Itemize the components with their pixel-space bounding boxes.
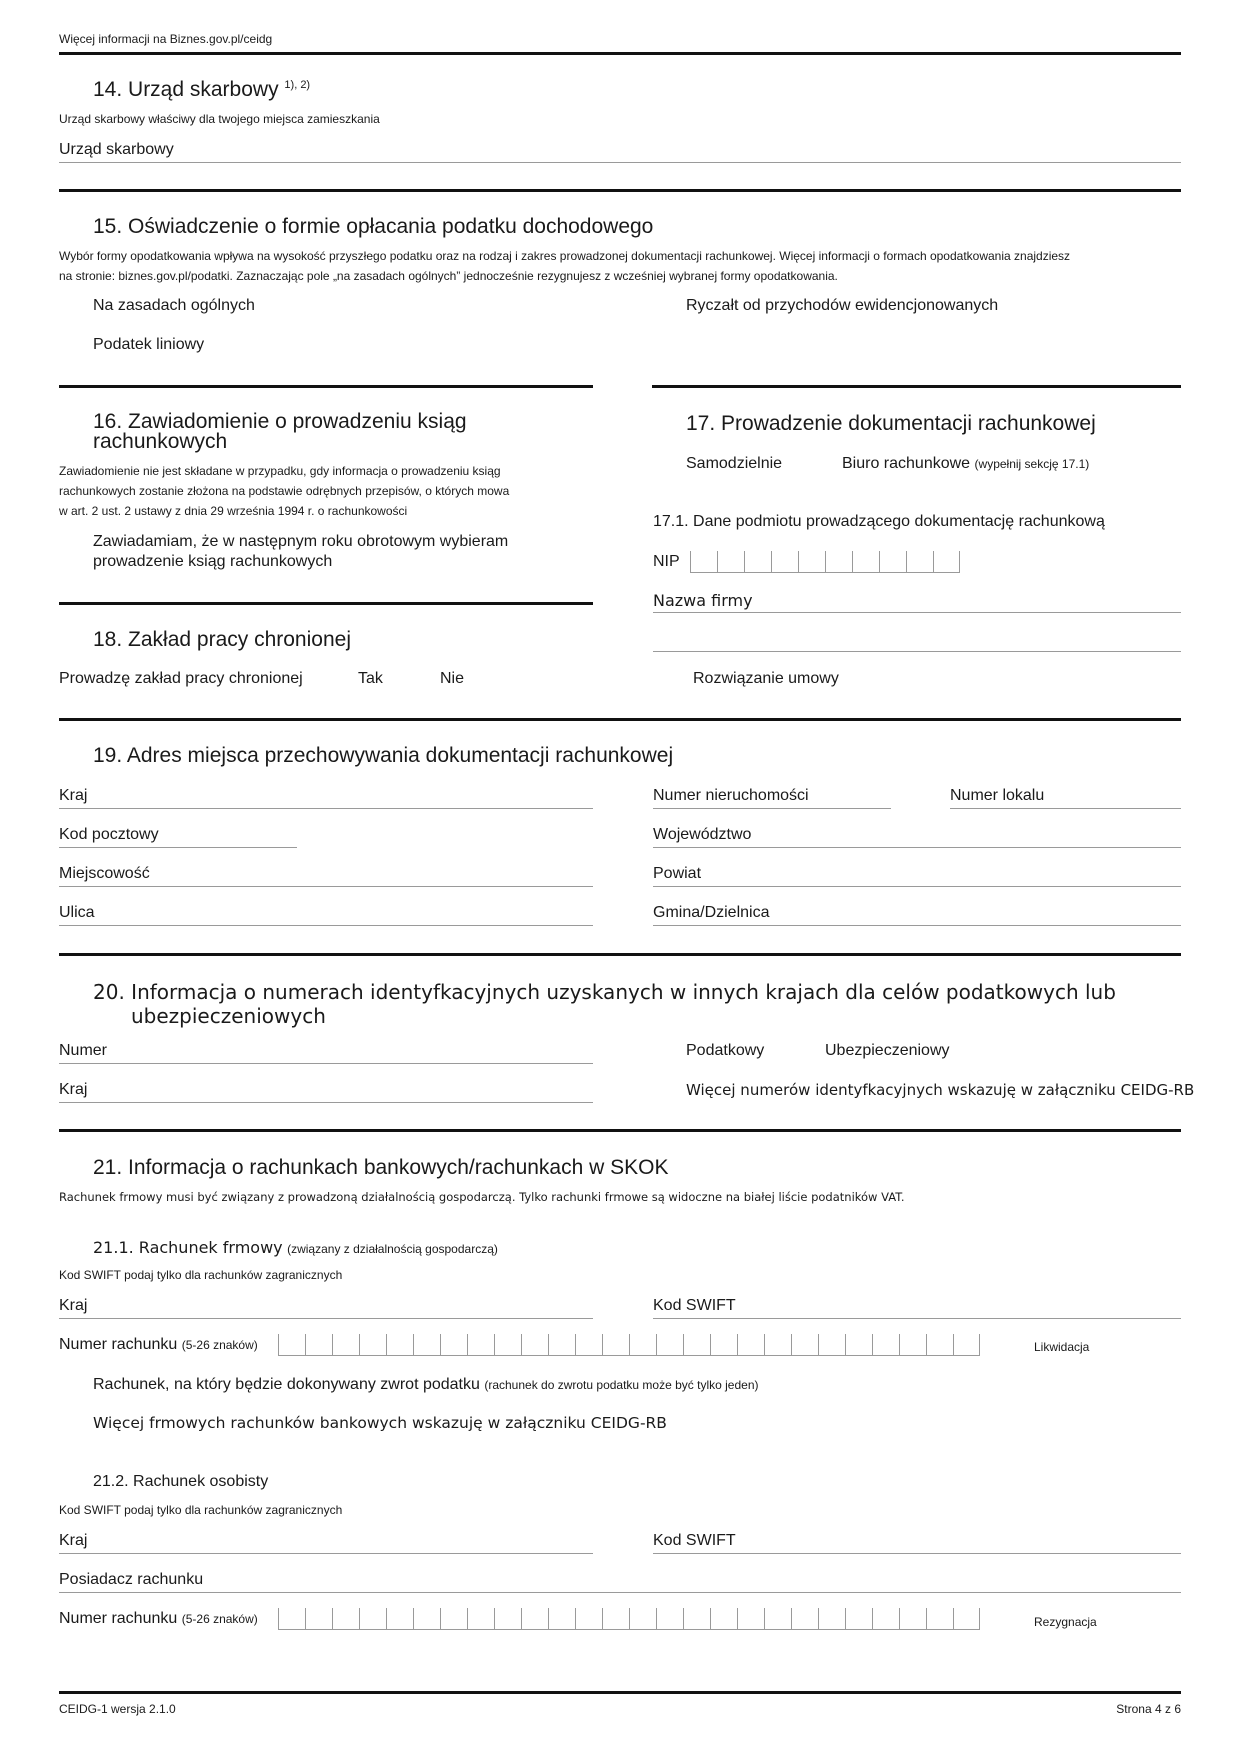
account-digit-cell[interactable] (602, 1334, 629, 1356)
section-21-1-note: (związany z działalnością gospodarczą) (287, 1242, 498, 1256)
sheltered-workshop-no[interactable]: Nie (440, 670, 465, 687)
account-digit-cell[interactable] (467, 1608, 494, 1630)
section-14-footnote-ref: 1), 2) (284, 79, 311, 91)
account-digit-cell[interactable] (440, 1608, 467, 1630)
account-digit-cell[interactable] (359, 1334, 386, 1356)
account-digit-cell[interactable] (494, 1608, 521, 1630)
nip-digit-cell[interactable] (933, 551, 960, 573)
tax-office-field[interactable] (59, 162, 1181, 163)
section-21-title: 21. Informacja o rachunkach bankowych/rachunkach w SKOK (93, 1156, 669, 1179)
more-id-numbers-option[interactable]: Więcej numerów identyfkacyjnych wskazuję w załączniku CEIDG-RB (686, 1081, 1195, 1099)
more-business-accounts-option[interactable]: Więcej frmowych rachunków bankowych wskazuję w załączniku CEIDG-RB (93, 1414, 667, 1432)
storage-unit-field[interactable] (950, 808, 1181, 809)
storage-property-field[interactable] (653, 808, 891, 809)
account-digit-cell[interactable] (548, 1334, 575, 1356)
section-21-description: Rachunek frmowy musi być związany z prowadzoną działalnością gospodarczą. Tylko rachunki frmowe są widoczne na białej liście podatników VAT. (59, 1190, 905, 1204)
account-digit-cell[interactable] (629, 1608, 656, 1630)
foreign-id-country-label: Kraj (59, 1081, 88, 1098)
bookkeeping-self-option[interactable]: Samodzielnie (686, 455, 783, 472)
account-digit-cell[interactable] (899, 1608, 926, 1630)
account-digit-cell[interactable] (467, 1334, 494, 1356)
section-14-description: Urząd skarbowy właściwy dla twojego miejsca zamieszkania (59, 112, 380, 126)
nip-digit-cell[interactable] (717, 551, 744, 573)
storage-commune-label: Gmina/Dzielnica (653, 904, 770, 921)
section-17-title: 17. Prowadzenie dokumentacji rachunkowej (686, 412, 1096, 435)
section-15-divider-right (652, 385, 1181, 388)
account-digit-cell[interactable] (521, 1334, 548, 1356)
section-18-title: 18. Zakład pracy chronionej (93, 628, 351, 651)
account-digit-cell[interactable] (629, 1334, 656, 1356)
account-digit-cell[interactable] (845, 1334, 872, 1356)
foreign-id-country-field[interactable] (59, 1102, 593, 1103)
account-digit-cell[interactable] (575, 1608, 602, 1630)
storage-county-field[interactable] (653, 886, 1181, 887)
swift-note-1: Kod SWIFT podaj tylko dla rachunków zagranicznych (59, 1268, 343, 1282)
section-16-description-3: w art. 2 ust. 2 ustawy z dnia 29 września 1994 r. o rachunkowości (59, 504, 408, 518)
section-19-title: 19. Adres miejsca przechowywania dokumentacji rachunkowej (93, 744, 674, 767)
foreign-id-number-field[interactable] (59, 1063, 593, 1064)
company-name-field-1[interactable] (653, 612, 1181, 613)
account-digit-cell[interactable] (386, 1608, 413, 1630)
nip-digit-cell[interactable] (690, 551, 717, 573)
account-digit-cell[interactable] (656, 1608, 683, 1630)
footer-divider (59, 1691, 1181, 1694)
account-digit-cell[interactable] (305, 1608, 332, 1630)
tax-office-label: Urząd skarbowy (59, 141, 174, 158)
account-digit-cell[interactable] (413, 1608, 440, 1630)
section-16-divider (59, 602, 593, 605)
bookkeeping-office-label: Biuro rachunkowe (842, 455, 971, 472)
storage-country-field[interactable] (59, 808, 593, 809)
account-digit-cell[interactable] (305, 1334, 332, 1356)
account-digit-cell[interactable] (710, 1608, 737, 1630)
section-15-description-1: Wybór formy opodatkowania wpływa na wysokość przyszłego podatku oraz na rodzaj i zakres prowadzonej dokumentacji rachunkowej. Więcej informacji o formach opodatkowania znajdziesz (59, 249, 1071, 263)
tax-form-linear-option[interactable]: Podatek liniowy (93, 336, 205, 353)
storage-postal-field[interactable] (59, 847, 297, 848)
account-digit-cell[interactable] (845, 1608, 872, 1630)
sheltered-workshop-yes[interactable]: Tak (358, 670, 383, 687)
personal-swift-label: Kod SWIFT (653, 1532, 736, 1549)
header-divider (59, 52, 1181, 55)
business-account-number-text: Numer rachunku (59, 1336, 178, 1353)
storage-country-label: Kraj (59, 787, 88, 804)
account-digit-cell[interactable] (926, 1608, 953, 1630)
business-account-number-label (59, 1336, 258, 1354)
section-16-title-line-2: rachunkowych (93, 430, 228, 453)
section-14-title-text: 14. Urząd skarbowy (93, 78, 279, 101)
account-digit-cell[interactable] (791, 1334, 818, 1356)
storage-property-label: Numer nieruchomości (653, 787, 809, 804)
foreign-id-number-label: Numer (59, 1042, 108, 1059)
storage-voivodeship-field[interactable] (653, 847, 1181, 848)
nip-digit-cell[interactable] (852, 551, 879, 573)
storage-unit-label: Numer lokalu (950, 787, 1045, 804)
personal-account-number-text: Numer rachunku (59, 1610, 178, 1627)
account-digit-cell[interactable] (683, 1334, 710, 1356)
account-digit-cell[interactable] (602, 1608, 629, 1630)
personal-account-number-input[interactable] (278, 1608, 980, 1630)
account-digit-cell[interactable] (332, 1608, 359, 1630)
account-digit-cell[interactable] (872, 1608, 899, 1630)
ledger-notice-option[interactable] (93, 532, 508, 572)
storage-commune-field[interactable] (653, 925, 1181, 926)
nip-label: NIP (653, 553, 680, 570)
account-digit-cell[interactable] (278, 1334, 305, 1356)
section-15-description-2: na stronie: biznes.gov.pl/podatki. Zaznaczając pole „na zasadach ogólnych” jednocześnie rezygnujesz z wcześniej wybranej formy opodatkowania. (59, 269, 838, 283)
page-number: Strona 4 z 6 (1116, 1702, 1181, 1716)
storage-county-label: Powiat (653, 865, 702, 882)
id-type-tax-option[interactable]: Podatkowy (686, 1042, 765, 1059)
account-digit-cell[interactable] (899, 1334, 926, 1356)
storage-city-label: Miejscowość (59, 865, 150, 882)
section-21-1-title-text: 21.1. Rachunek frmowy (93, 1238, 283, 1257)
account-digit-cell[interactable] (818, 1334, 845, 1356)
resignation-option[interactable]: Rezygnacja (1034, 1615, 1097, 1629)
personal-swift-field[interactable] (653, 1553, 1181, 1554)
header-info: Więcej informacji na Biznes.gov.pl/ceidg (59, 32, 273, 46)
swift-note-2: Kod SWIFT podaj tylko dla rachunków zagranicznych (59, 1503, 343, 1517)
account-digit-cell[interactable] (413, 1334, 440, 1356)
section-20-title-line-2: ubezpieczeniowych (131, 1004, 326, 1028)
account-digit-cell[interactable] (710, 1334, 737, 1356)
nip-input[interactable] (690, 551, 960, 573)
company-name-label: Nazwa firmy (653, 591, 753, 610)
account-digit-cell[interactable] (683, 1608, 710, 1630)
section-16-description-2: rachunkowych zostanie złożona na podstawie odrębnych przepisów, o których mowa (59, 484, 510, 498)
section-16-title (93, 412, 467, 452)
business-account-country-field[interactable] (59, 1318, 593, 1319)
account-holder-field[interactable] (59, 1592, 1181, 1593)
bookkeeping-office-option[interactable] (842, 455, 1089, 473)
ledger-notice-option-line-2: prowadzenie ksiąg rachunkowych (93, 553, 333, 570)
section-21-2-title: 21.2. Rachunek osobisty (93, 1473, 269, 1490)
nip-digit-cell[interactable] (798, 551, 825, 573)
ledger-notice-option-line-1: Zawiadamiam, że w następnym roku obrotowym wybieram (93, 533, 509, 550)
account-digit-cell[interactable] (494, 1334, 521, 1356)
form-version: CEIDG-1 wersja 2.1.0 (59, 1702, 176, 1716)
personal-account-number-label (59, 1610, 258, 1628)
section-14-divider (59, 189, 1181, 192)
personal-account-country-label: Kraj (59, 1532, 88, 1549)
section-14-title (93, 78, 310, 102)
liquidation-option[interactable]: Likwidacja (1034, 1340, 1090, 1354)
section-20-title-line-1: 20. Informacja o numerach identyfkacyjnych uzyskanych w innych krajach dla celów podatkowych lub (93, 980, 1116, 1004)
account-digit-cell[interactable] (737, 1608, 764, 1630)
business-swift-label: Kod SWIFT (653, 1297, 736, 1314)
business-swift-field[interactable] (653, 1318, 1181, 1319)
account-digit-cell[interactable] (953, 1608, 980, 1630)
section-21-1-title (93, 1238, 498, 1258)
id-type-insurance-option[interactable]: Ubezpieczeniowy (825, 1042, 950, 1059)
account-digit-cell[interactable] (764, 1334, 791, 1356)
refund-account-option[interactable] (93, 1376, 759, 1394)
section-16-title-line-1: 16. Zawiadomienie o prowadzeniu ksiąg (93, 410, 467, 433)
account-digit-cell[interactable] (359, 1608, 386, 1630)
account-digit-cell[interactable] (656, 1334, 683, 1356)
refund-account-label: Rachunek, na który będzie dokonywany zwrot podatku (93, 1376, 480, 1393)
account-digit-cell[interactable] (791, 1608, 818, 1630)
account-digit-cell[interactable] (386, 1334, 413, 1356)
section-15-title: 15. Oświadczenie o formie opłacania podatku dochodowego (93, 215, 654, 238)
business-account-number-input[interactable] (278, 1334, 980, 1356)
account-digit-cell[interactable] (737, 1334, 764, 1356)
account-digit-cell[interactable] (872, 1334, 899, 1356)
contract-termination-option[interactable]: Rozwiązanie umowy (693, 670, 839, 687)
storage-street-field[interactable] (59, 925, 593, 926)
account-digit-cell[interactable] (926, 1334, 953, 1356)
account-digit-cell[interactable] (953, 1334, 980, 1356)
account-holder-label: Posiadacz rachunku (59, 1571, 204, 1588)
section-16-description-1: Zawiadomienie nie jest składane w przypadku, gdy informacja o prowadzeniu ksiąg (59, 464, 501, 478)
business-account-number-note: (5-26 znaków) (181, 1338, 258, 1352)
nip-digit-cell[interactable] (879, 551, 906, 573)
section-16-description (59, 461, 509, 521)
nip-digit-cell[interactable] (771, 551, 798, 573)
storage-city-field[interactable] (59, 886, 593, 887)
tax-form-general-option[interactable]: Na zasadach ogólnych (93, 297, 255, 314)
tax-form-lump-sum-option[interactable]: Ryczałt od przychodów ewidencjonowanych (686, 297, 999, 314)
storage-street-label: Ulica (59, 904, 95, 921)
account-digit-cell[interactable] (278, 1608, 305, 1630)
account-digit-cell[interactable] (818, 1608, 845, 1630)
nip-digit-cell[interactable] (825, 551, 852, 573)
company-name-field-2[interactable] (653, 651, 1181, 652)
business-account-country-label: Kraj (59, 1297, 88, 1314)
section-20-divider (59, 1129, 1181, 1132)
section-20-title (93, 980, 1116, 1028)
refund-account-note: (rachunek do zwrotu podatku może być tylko jeden) (484, 1378, 759, 1392)
personal-account-country-field[interactable] (59, 1553, 593, 1554)
nip-digit-cell[interactable] (906, 551, 933, 573)
section-18-divider (59, 718, 1181, 721)
account-digit-cell[interactable] (575, 1334, 602, 1356)
account-digit-cell[interactable] (440, 1334, 467, 1356)
storage-postal-label: Kod pocztowy (59, 826, 159, 843)
bookkeeping-office-note: (wypełnij sekcję 17.1) (974, 457, 1090, 471)
account-digit-cell[interactable] (332, 1334, 359, 1356)
section-15-divider-left (59, 385, 593, 388)
nip-digit-cell[interactable] (744, 551, 771, 573)
personal-account-number-note: (5-26 znaków) (181, 1612, 258, 1626)
storage-voivodeship-label: Województwo (653, 826, 752, 843)
sheltered-workshop-question: Prowadzę zakład pracy chronionej (59, 670, 303, 687)
account-digit-cell[interactable] (548, 1608, 575, 1630)
account-digit-cell[interactable] (521, 1608, 548, 1630)
section-19-divider (59, 953, 1181, 956)
account-digit-cell[interactable] (764, 1608, 791, 1630)
section-17-1-title: 17.1. Dane podmiotu prowadzącego dokumentację rachunkową (653, 513, 1105, 530)
